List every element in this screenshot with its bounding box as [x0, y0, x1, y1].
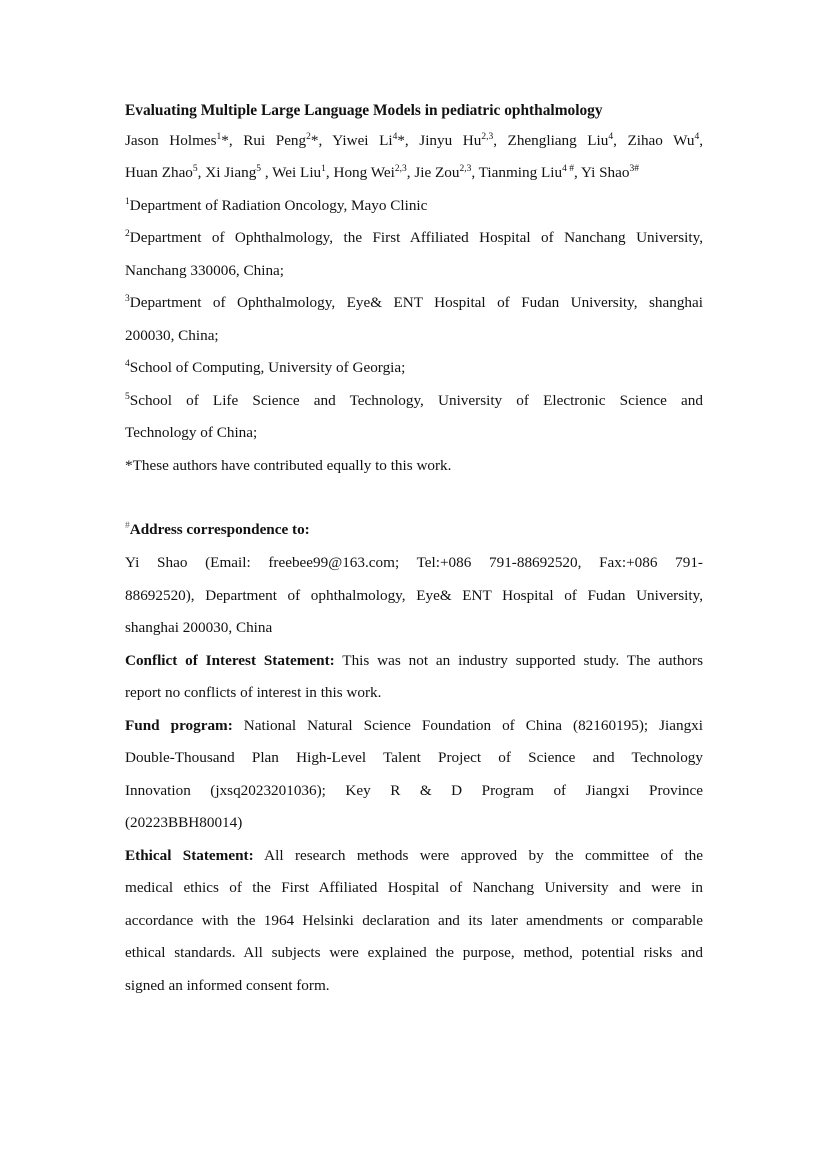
- author-line-1: [125, 131, 703, 151]
- fund-program-line-4: (20223BBH80014): [125, 814, 243, 831]
- ethical-statement-line-2: medical ethics of the First Affiliated Hospital of Nanchang University and were in: [125, 879, 703, 896]
- author-zihao-wu: Zihao Wu$^4$,: [627, 132, 704, 149]
- author-rui-peng: Rui Peng$^2$*,: [243, 132, 333, 149]
- correspondence-heading: #Address correspondence to:: [125, 521, 310, 538]
- conflict-statement-cont: report no conflicts of interest in this work.: [125, 684, 382, 701]
- fund-label: Fund program:: [125, 717, 233, 734]
- author-yiwei-li: Yiwei Li$^4$*,: [332, 132, 420, 149]
- ethical-statement-line-4: ethical standards. All subjects were explained the purpose, method, potential risks and: [125, 944, 703, 961]
- ethical-statement: Ethical Statement: All research methods were approved by the committee of the: [125, 847, 704, 864]
- affiliation-3: $^3$Department of Ophthalmology, Eye& ENT Hospital of Fudan University, shanghai: [125, 294, 703, 311]
- correspondence-line-2: 88692520), Department of ophthalmology, Eye& ENT Hospital of Fudan University,: [125, 587, 703, 604]
- conflict-label: Conflict of Interest Statement:: [125, 652, 335, 669]
- correspondence-line-1: Yi Shao (Email: freebee99@163.com; Tel:+086 791-88692520, Fax:+086 791-: [125, 554, 703, 571]
- fund-program-line-2: Double-Thousand Plan High-Level Talent Project of Science and Technology: [125, 749, 703, 766]
- affiliation-2-cont: Nanchang 330006, China;: [125, 262, 285, 279]
- ethical-statement-line-3: accordance with the 1964 Helsinki declaration and its later amendments or comparable: [125, 912, 703, 929]
- author-jason-holmes: Jason Holmes$^1$*,: [125, 132, 244, 149]
- author-wei-liu: Wei Liu$^1$,: [272, 164, 334, 181]
- ethical-statement-line-5: signed an informed consent form.: [125, 977, 330, 994]
- equal-contribution-note: *These authors have contributed equally to this work.: [125, 457, 452, 474]
- affiliation-2: $^2$Department of Ophthalmology, the First Affiliated Hospital of Nanchang University,: [125, 229, 703, 246]
- ethical-label: Ethical Statement:: [125, 847, 254, 864]
- affiliation-3-cont: 200030, China;: [125, 327, 219, 344]
- author-zhengliang-liu: Zhengliang Liu$^4$,: [507, 132, 628, 149]
- correspondence-line-3: shanghai 200030, China: [125, 619, 273, 636]
- author-hong-wei: Hong Wei$^{2,3}$,: [333, 164, 415, 181]
- fund-program: Fund program: National Natural Science Foundation of China (82160195); Jiangxi: [125, 717, 703, 734]
- affiliation-1: $^1$Department of Radiation Oncology, Mayo Clinic: [125, 197, 428, 214]
- conflict-statement: Conflict of Interest Statement: This was not an industry supported study. The authors: [125, 652, 703, 669]
- author-huan-zhao: Huan Zhao$^5$,: [125, 164, 206, 181]
- affiliation-5-cont: Technology of China;: [125, 424, 258, 441]
- author-xi-jiang: Xi Jiang$^5$ ,: [205, 164, 273, 181]
- paper-title: Evaluating Multiple Large Language Models in pediatric ophthalmology: [125, 102, 603, 119]
- affiliation-4: $^4$School of Computing, University of Georgia;: [125, 359, 406, 376]
- author-jinyu-hu: Jinyu Hu$^{2,3}$,: [419, 132, 508, 149]
- author-line-2: [125, 163, 703, 183]
- author-jie-zou: Jie Zou$^{2,3}$,: [414, 164, 479, 181]
- affiliation-5: $^5$School of Life Science and Technology, University of Electronic Science and: [125, 392, 703, 409]
- fund-program-line-3: Innovation (jxsq2023201036); Key R & D Program of Jiangxi Province: [125, 782, 703, 799]
- author-yi-shao: Yi Shao$^{3\#}$: [580, 164, 639, 181]
- author-tianming-liu: Tianming Liu$^{4 \#}$,: [478, 164, 581, 181]
